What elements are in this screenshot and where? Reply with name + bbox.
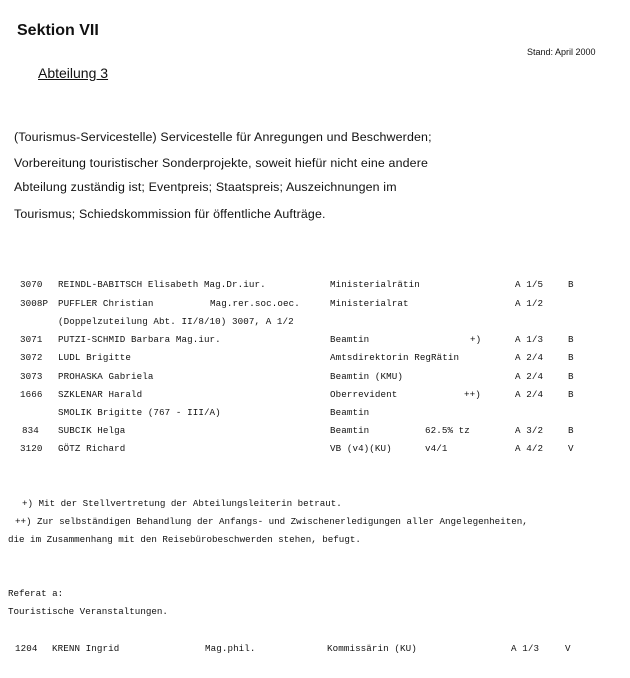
staff-name: SUBCIK Helga: [58, 425, 126, 436]
footnote: ++) Zur selbständigen Behandlung der Anfangs- und Zwischenerledigungen aller Angelegenheiten,: [15, 516, 528, 527]
staff-code: 3120: [20, 443, 43, 454]
staff-class: B: [568, 371, 574, 382]
staff-code: 834: [22, 425, 39, 436]
staff-extra: v4/1: [425, 443, 448, 454]
staff-extra: +): [470, 334, 482, 345]
staff-code: 3008P: [20, 298, 49, 309]
staff-grade: A 4/2: [515, 443, 544, 454]
staff-grade: A 1/2: [515, 298, 544, 309]
staff-code: 3070: [20, 279, 43, 290]
staff-title: Ministerialrätin: [330, 279, 420, 290]
description-line: Vorbereitung touristischer Sonderprojekte, soweit hiefür nicht eine andere: [14, 156, 429, 170]
staff-name: LUDL Brigitte: [58, 352, 131, 363]
staff-extra: 62.5% tz: [425, 425, 470, 436]
staff-title: Beamtin: [330, 334, 370, 345]
staff-name: PUFFLER Christian: [58, 298, 154, 309]
staff-grade: A 2/4: [515, 389, 544, 400]
staff-title: Beamtin: [330, 425, 370, 436]
staff-title: Beamtin (KMU): [330, 371, 403, 382]
staff-grade: A 3/2: [515, 425, 544, 436]
stand-date: Stand: April 2000: [527, 47, 596, 57]
staff-name: PROHASKA Gabriela: [58, 371, 154, 382]
staff-name: (Doppelzuteilung Abt. II/8/10) 3007, A 1/2: [58, 316, 294, 327]
staff-class: B: [568, 389, 574, 400]
staff-code: 3072: [20, 352, 43, 363]
staff-grade: A 2/4: [515, 352, 544, 363]
staff-class: B: [568, 334, 574, 345]
staff-code: 3073: [20, 371, 43, 382]
staff-title: Oberrevident: [330, 389, 398, 400]
staff-grade: A 1/3: [515, 334, 544, 345]
referat-heading: Referat a:: [8, 588, 64, 599]
staff-class: V: [568, 443, 574, 454]
department-title: Abteilung 3: [38, 65, 109, 81]
staff-grade: A 2/4: [515, 371, 544, 382]
staff-extra: ++): [464, 389, 481, 400]
description-line: Tourismus; Schiedskommission für öffentliche Aufträge.: [14, 207, 326, 221]
staff-code: 1204: [15, 643, 38, 654]
staff-title: Beamtin: [330, 407, 370, 418]
staff-degree: Mag.rer.soc.oec.: [210, 298, 300, 309]
staff-name: REINDL-BABITSCH Elisabeth Mag.Dr.iur.: [58, 279, 266, 290]
staff-class: B: [568, 352, 574, 363]
staff-class: B: [568, 425, 574, 436]
staff-name: SMOLIK Brigitte (767 - III/A): [58, 407, 221, 418]
staff-title: Kommissärin (KU): [327, 643, 417, 654]
staff-class: B: [568, 279, 574, 290]
staff-grade: A 1/3: [511, 643, 540, 654]
referat-subject: Touristische Veranstaltungen.: [8, 606, 168, 617]
footnote: die im Zusammenhang mit den Reisebürobeschwerden stehen, befugt.: [8, 534, 361, 545]
staff-class: V: [565, 643, 571, 654]
staff-degree: Mag.phil.: [205, 643, 256, 654]
description-line: (Tourismus-Servicestelle) Servicestelle für Anregungen und Beschwerden;: [14, 130, 432, 144]
staff-title: Ministerialrat: [330, 298, 409, 309]
staff-name: GÖTZ Richard: [58, 443, 126, 454]
staff-code: 3071: [20, 334, 43, 345]
staff-name: KRENN Ingrid: [52, 643, 120, 654]
section-title: Sektion VII: [17, 22, 99, 39]
staff-code: 1666: [20, 389, 43, 400]
footnote: +) Mit der Stellvertretung der Abteilungsleiterin betraut.: [22, 498, 342, 509]
staff-grade: A 1/5: [515, 279, 544, 290]
staff-title: Amtsdirektorin RegRätin: [330, 352, 460, 363]
staff-name: PUTZI-SCHMID Barbara Mag.iur.: [58, 334, 221, 345]
description-line: Abteilung zuständig ist; Eventpreis; Staatspreis; Auszeichnungen im: [14, 180, 397, 194]
staff-name: SZKLENAR Harald: [58, 389, 143, 400]
staff-title: VB (v4)(KU): [330, 443, 392, 454]
